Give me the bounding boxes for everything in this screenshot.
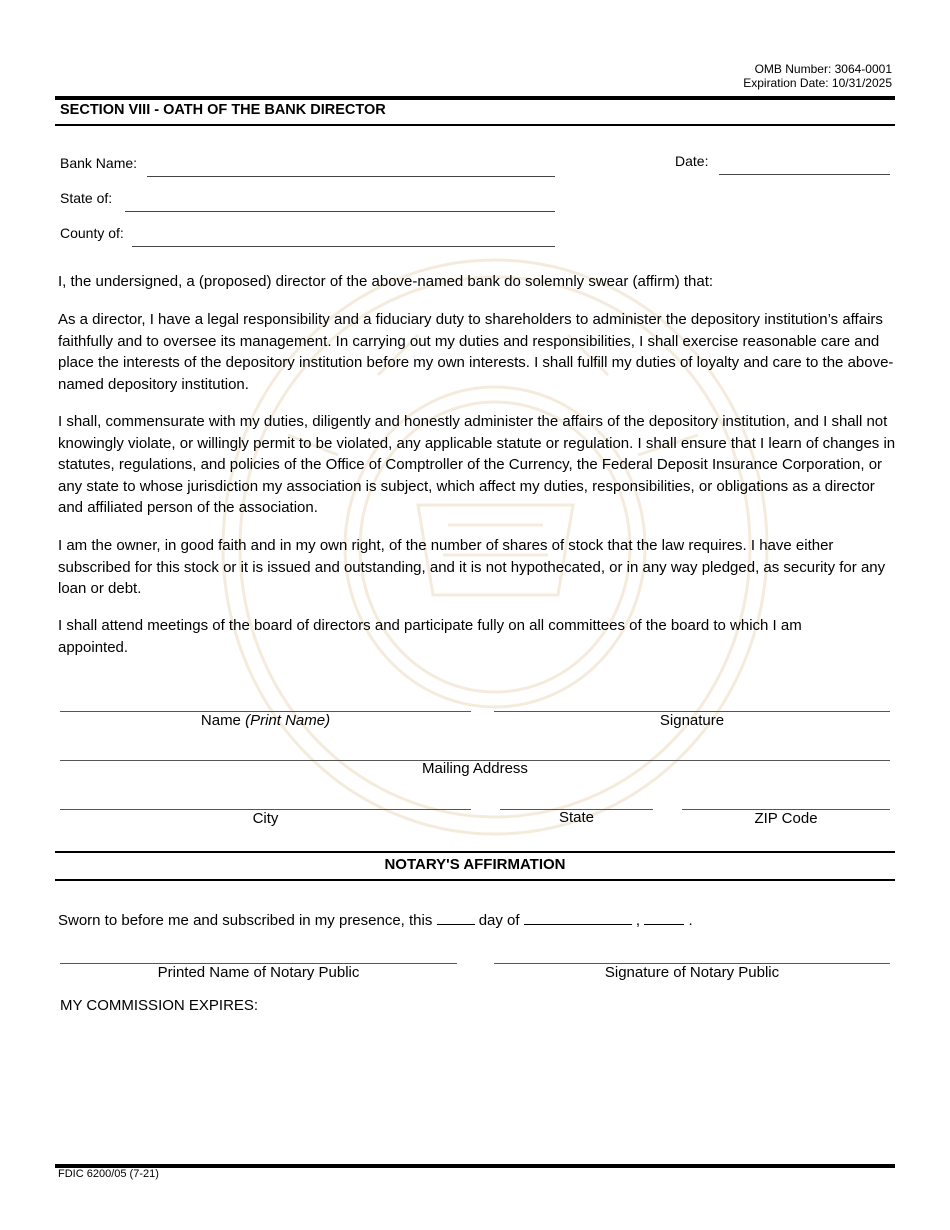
name-caption	[60, 712, 471, 729]
notary-signature-caption: Signature of Notary Public	[604, 964, 780, 981]
section-title: SECTION VIII - OATH OF THE BANK DIRECTOR	[60, 102, 386, 118]
state-input[interactable]	[125, 211, 555, 212]
sworn-text: Sworn to before me and subscribed in my presence, this	[58, 912, 433, 929]
state-label: State of:	[60, 190, 113, 206]
oath-paragraph-3: I shall, commensurate with my duties, diligently and honestly administer the affairs of the depository institution, and I shall not knowingly violate, or willingly permit to be violated, any applicable statute or regulation. I shall ensure that I learn of changes in statutes, regulations, and policies of the Office of Comptroller of the Currency, the Federal Deposit Insurance Corporation, or any state to whose jurisdiction my association is subject, which affect my duties, responsibilities, or obligations as a director and affiliated person of the association.	[58, 413, 896, 516]
form-number: FDIC 6200/05 (7-21)	[58, 1168, 159, 1180]
expiration-date: Expiration Date: 10/31/2025	[743, 76, 892, 90]
name-hint: (Print Name)	[245, 712, 331, 729]
year-input[interactable]	[644, 910, 684, 925]
oath-paragraph-1: I, the undersigned, a (proposed) director of the above-named bank do solemnly swear (affirm) that:	[58, 273, 714, 290]
county-input[interactable]	[132, 246, 555, 247]
county-label: County of:	[60, 225, 124, 241]
name-label: Name	[200, 712, 241, 729]
mailing-address-caption: Mailing Address	[422, 760, 528, 777]
top-rule	[55, 96, 895, 100]
comma-text: ,	[635, 912, 641, 929]
section-rule	[55, 124, 895, 126]
omb-info	[743, 62, 892, 90]
notary-top-rule	[55, 851, 895, 853]
day-input[interactable]	[437, 910, 475, 925]
notary-printed-name-caption: Printed Name of Notary Public	[157, 964, 360, 981]
date-input[interactable]	[719, 174, 890, 175]
bank-name-label: Bank Name:	[60, 155, 138, 171]
footer-rule	[55, 1164, 895, 1168]
oath-paragraph-2: As a director, I have a legal responsibility and a fiduciary duty to shareholders to administer the depository institution’s affairs faithfully and to oversee its management. In carrying out my duties and responsibilities, I shall exercise reasonable care and place the interests of the depository institution before my own interests. I shall fulfill my duties of loyalty and care to the above-named depository institution.	[58, 311, 894, 393]
month-input[interactable]	[524, 910, 632, 925]
notary-title: NOTARY'S AFFIRMATION	[384, 856, 566, 873]
notary-bottom-rule	[55, 879, 895, 881]
sworn-statement	[58, 910, 693, 929]
commission-expires-label: MY COMMISSION EXPIRES:	[60, 997, 259, 1014]
period-text: .	[688, 912, 693, 929]
city-caption: City	[252, 810, 279, 827]
zip-caption: ZIP Code	[754, 810, 818, 827]
state-caption: State	[558, 809, 595, 826]
signature-caption: Signature	[659, 712, 725, 729]
day-of-text: day of	[478, 912, 520, 929]
oath-paragraph-4: I am the owner, in good faith and in my own right, of the number of shares of stock that the law requires. I have either subscribed for this stock or it is issued and outstanding, and it is not hypothecated, or in any way pledged, as security for any loan or debt.	[58, 537, 886, 597]
bank-name-input[interactable]	[147, 176, 555, 177]
date-label: Date:	[675, 153, 709, 169]
oath-paragraph-5: I shall attend meetings of the board of directors and participate fully on all committees of the board to which I am appointed.	[58, 617, 802, 656]
omb-number: OMB Number: 3064-0001	[754, 62, 892, 76]
